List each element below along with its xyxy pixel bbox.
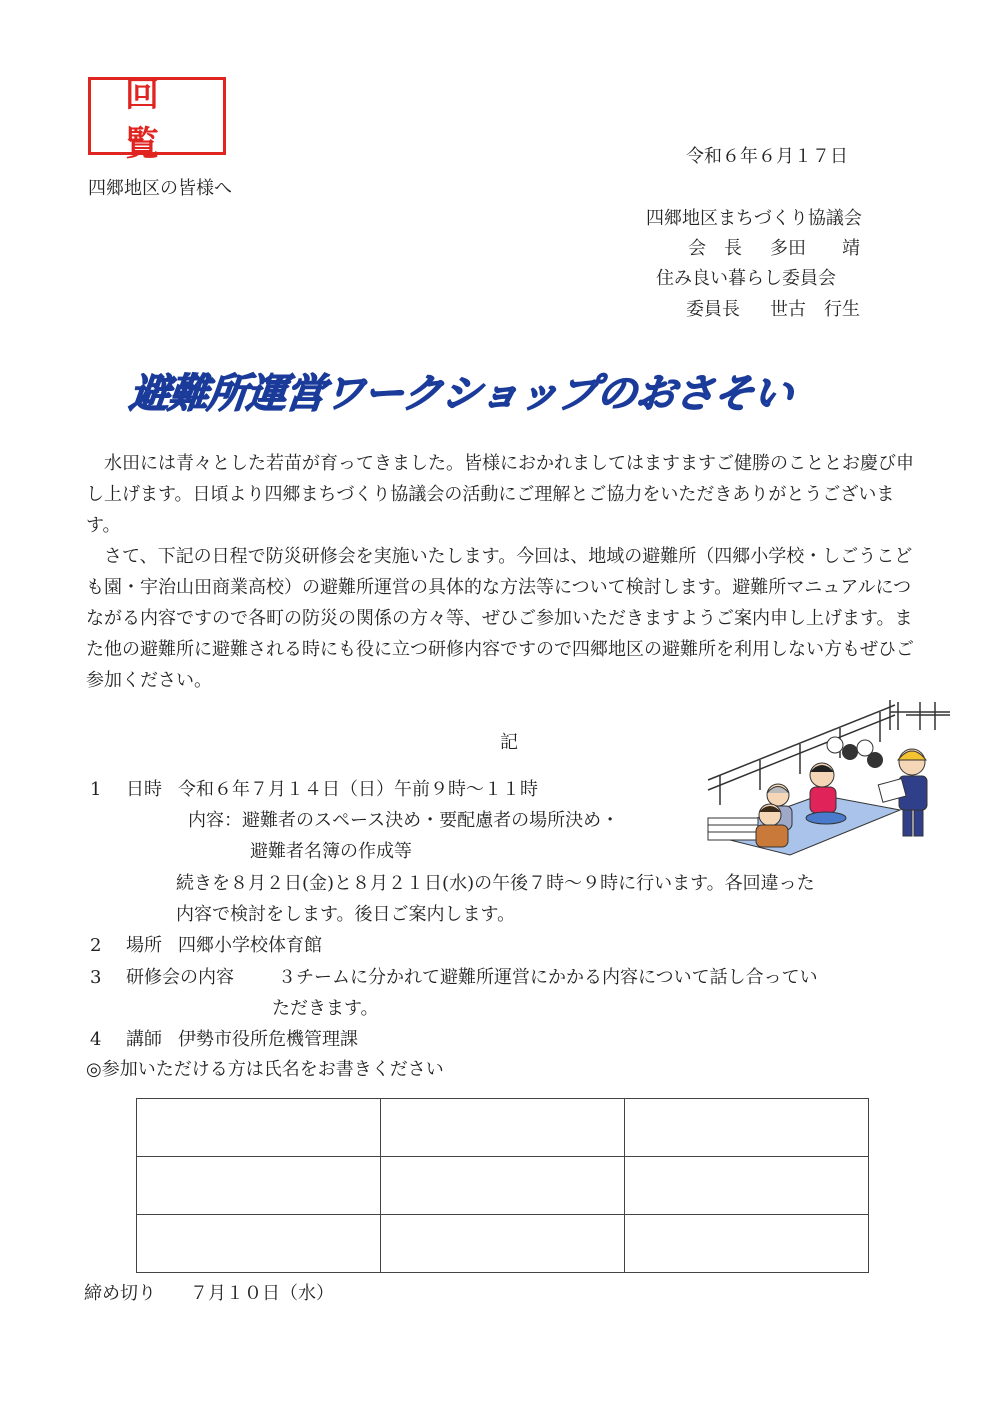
- issue-date: 令和６年６月１７日: [686, 146, 848, 167]
- item-lecturer: [90, 1024, 358, 1055]
- body-paragraph-2: さて、下記の日程で防災研修会を実施いたします。今回は、地域の避難所（四郷小学校・しごうこども園・宇治山田商業高校）の避難所運営の具体的な方法等について検討します。避難所マニュアルにつながる内容ですので各町の防災の関係の方々等、ぜひご参加いただきますようご案内申し上げます。また他の避難所に避難される時にも役に立つ研修内容ですので四郷地区の避難所を利用しない方もぜひご参加ください。: [86, 546, 914, 691]
- sender-org-2: 住み良い暮らし委員会: [656, 268, 836, 289]
- sender-name-2: 世古 行生: [770, 299, 860, 320]
- body-text: [86, 448, 928, 696]
- item-label: 講師: [126, 1029, 162, 1050]
- item-value: 令和６年７月１４日（日）午前９時～１１時: [178, 779, 538, 800]
- item-continuation-2: 内容で検討をします。後日ご案内します。: [176, 904, 516, 925]
- deadline-label: 締め切り: [84, 1283, 156, 1304]
- item-workshop-content-cont: ただきます。: [272, 998, 379, 1019]
- document-title: 避難所運営ワークショップのおさそい: [127, 371, 795, 417]
- item-number: 4: [90, 1029, 102, 1050]
- deadline: [84, 1278, 334, 1309]
- item-label: 日時: [126, 779, 162, 800]
- sender-name-1: 多田 靖: [770, 238, 860, 259]
- name-cell[interactable]: [625, 1157, 869, 1215]
- ki-heading: 記: [500, 732, 518, 753]
- item-workshop-content: [90, 962, 818, 993]
- item-content-line-1: 内容：避難者のスペース決め・要配慮者の場所決め・: [188, 810, 620, 831]
- name-cell[interactable]: [625, 1099, 869, 1157]
- item-continuation-1: 続きを８月２日(金)と８月２１日(水)の午後７時～９時に行います。各回違った: [176, 873, 815, 894]
- body-paragraph-1: 水田には青々とした若苗が育ってきました。皆様におかれましてはますますご健勝のこととお慶び申し上げます。日頃より四郷まちづくり協議会の活動にご理解とご協力をいただきありがとうございます。: [86, 453, 914, 536]
- item-number: 1: [90, 779, 102, 800]
- item-date-time: [90, 774, 538, 805]
- item-number: 3: [90, 967, 102, 988]
- circulation-stamp: 回覧: [88, 77, 226, 155]
- sender-title-1: 会 長: [688, 238, 742, 259]
- sender-title-2: 委員長: [686, 299, 740, 320]
- name-cell[interactable]: [137, 1215, 381, 1273]
- addressee: 四郷地区の皆様へ: [88, 178, 232, 199]
- sender-org-1: 四郷地区まちづくり協議会: [646, 208, 862, 229]
- name-cell[interactable]: [137, 1099, 381, 1157]
- item-label: 研修会の内容: [126, 967, 234, 988]
- name-cell[interactable]: [381, 1099, 625, 1157]
- shelter-illustration: [700, 690, 960, 860]
- name-cell[interactable]: [137, 1157, 381, 1215]
- item-place: [90, 930, 322, 961]
- item-content-line-2: 避難者名簿の作成等: [250, 841, 412, 862]
- name-cell[interactable]: [625, 1215, 869, 1273]
- item-label: 場所: [126, 935, 162, 956]
- participation-request: ◎参加いただける方は氏名をお書きください: [86, 1059, 444, 1080]
- name-cell[interactable]: [381, 1157, 625, 1215]
- item-number: 2: [90, 935, 102, 956]
- item-value: 四郷小学校体育館: [178, 935, 322, 956]
- name-entry-table: [136, 1098, 869, 1273]
- item-value: 伊勢市役所危機管理課: [178, 1029, 358, 1050]
- name-cell[interactable]: [381, 1215, 625, 1273]
- item-value: ３チームに分かれて避難所運営にかかる内容について話し合ってい: [278, 967, 818, 988]
- deadline-value: ７月１０日（水）: [190, 1283, 334, 1304]
